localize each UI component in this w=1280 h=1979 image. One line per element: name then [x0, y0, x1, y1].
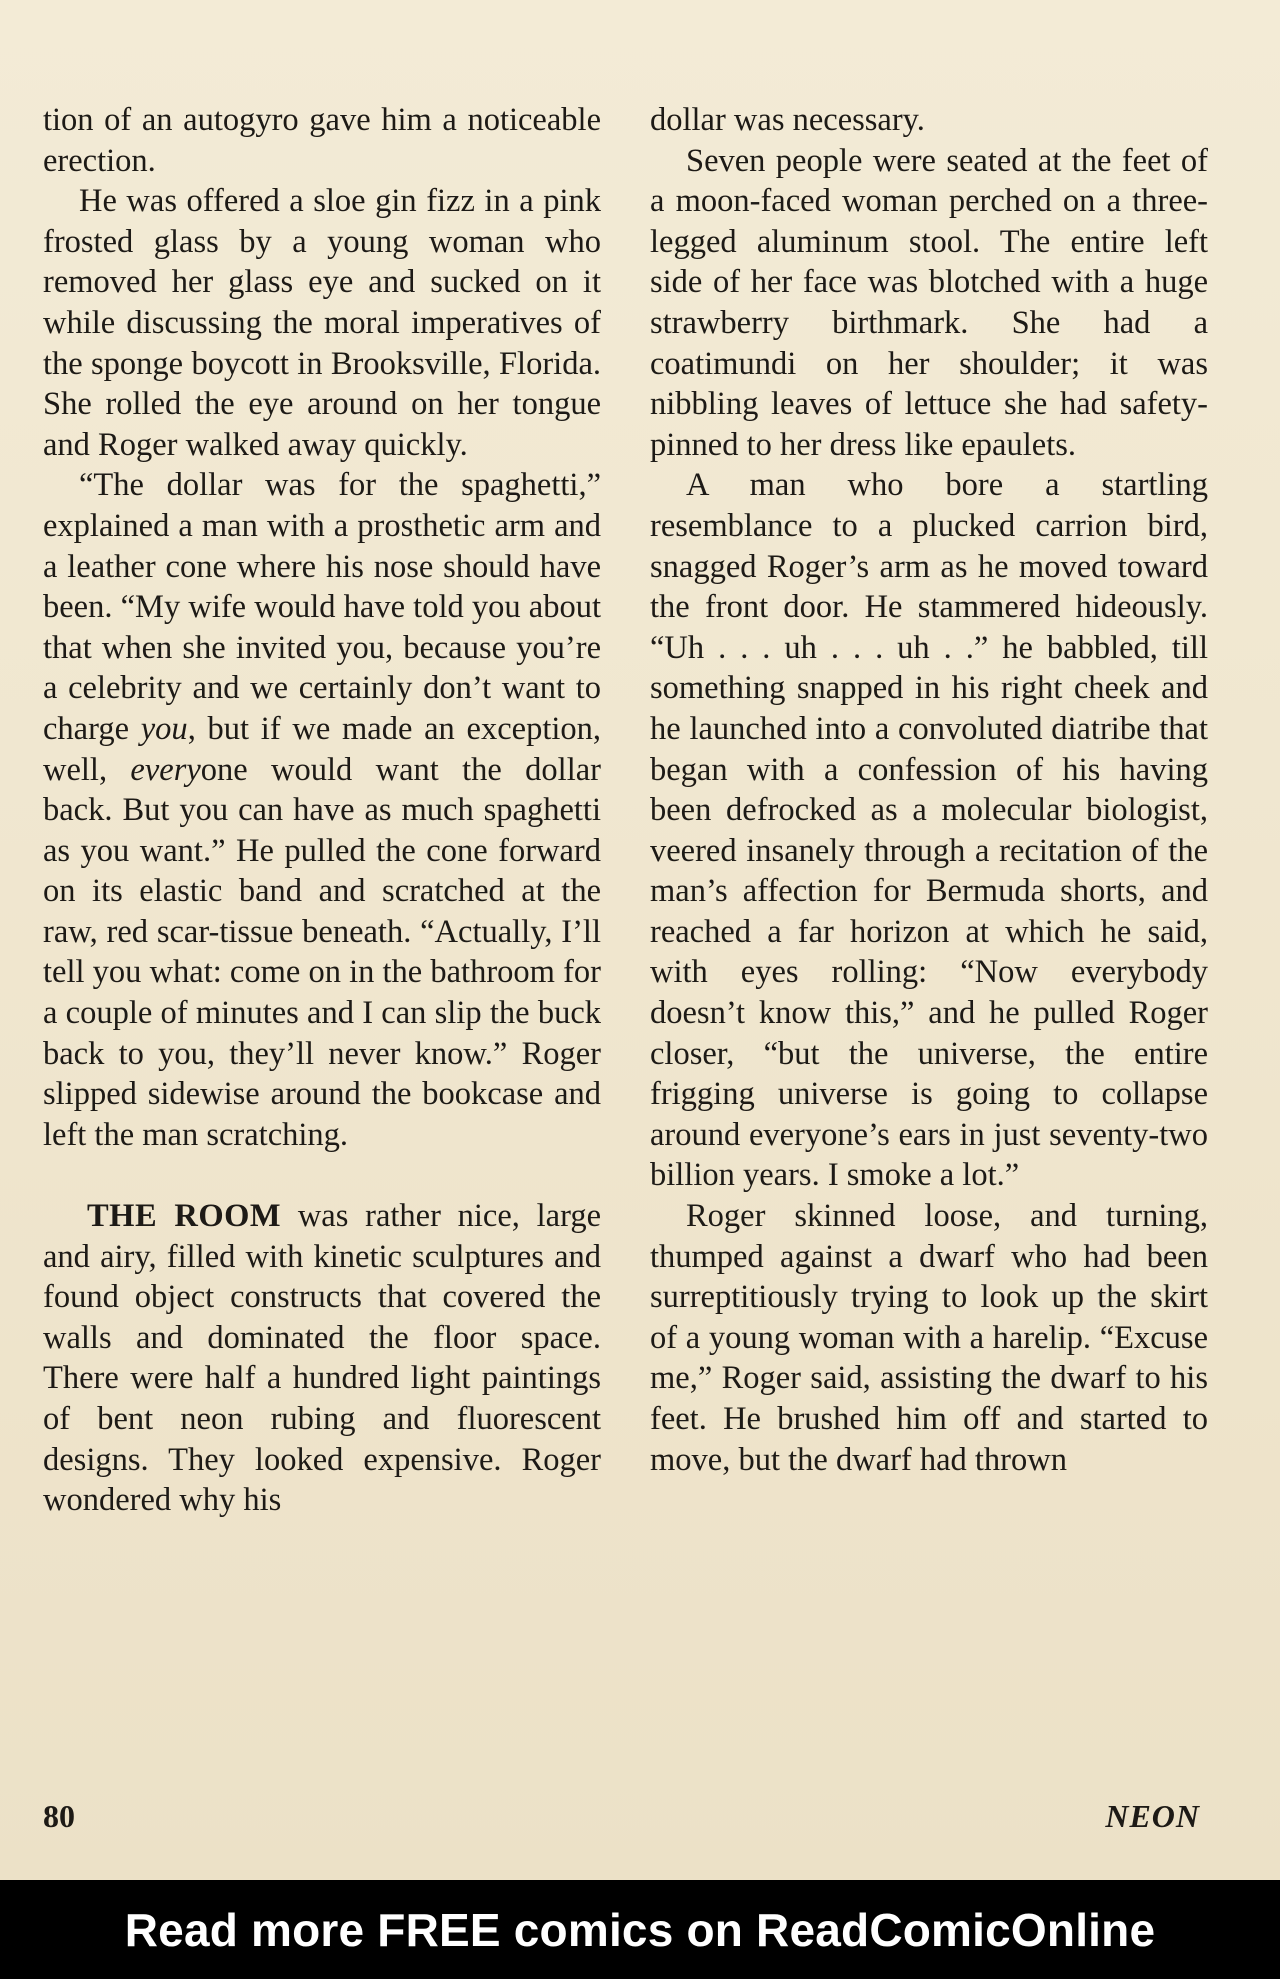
- magazine-name: NEON: [1105, 1798, 1200, 1834]
- paragraph: Seven people were seated at the feet of a moon-faced woman perched on a three-legged aluminum stool. The entire left side of her face was blotched with a huge strawberry birthmark. She had a coatimundi on her shoulder; it was nibbling leaves of lettuce she had safety-pinned to her dress like epaulets.: [650, 142, 1208, 463]
- paragraph: dollar was necessary.: [650, 102, 925, 138]
- promo-banner-text: Read more FREE comics on ReadComicOnline: [124, 1903, 1156, 1956]
- paragraph: [43, 1196, 601, 1521]
- section-heading: THE ROOM: [87, 1198, 282, 1235]
- paragraph: [43, 465, 601, 1155]
- paragraph-text: one would want the dollar back. But you can have as much spaghetti as you want.” He pulled the cone forward on its elastic band and scratched at the raw, red scar-tissue beneath. “Actually, I’ll tell you what: come on in the bathroom for a couple of minutes and I can slip the buck back to you, they’ll never know.” Roger slipped sidewise around the bookcase and left the man scratching.: [43, 751, 601, 1153]
- left-text-column: [43, 100, 601, 1521]
- right-text-column: [650, 100, 1208, 1480]
- page-number: 80: [43, 1798, 75, 1834]
- paragraph-text: “The dollar was for the spaghetti,” explained a man with a prosthetic arm and a leather cone where his nose should have been. “My wife would have told you about that when she invited you, because you’re a celebrity and we certainly don’t want to charge: [43, 467, 601, 747]
- paragraph: A man who bore a startling resemblance to a plucked carrion bird, snagged Roger’s arm as he moved toward the front door. He stammered hideously. “Uh . . . uh . . . uh . .” he babbled, till something snapped in his right cheek and he launched into a convoluted diatribe that began with a confession of his having been defrocked as a molecular biologist, veered insanely through a recitation of the man’s affection for Bermuda shorts, and reached a far horizon at which he said, with eyes rolling: “Now everybody doesn’t know this,” and he pulled Roger closer, “but the universe, the entire frigging universe is going to collapse around everyone’s ears in just seventy-two billion years. I smoke a lot.”: [650, 467, 1208, 1194]
- paragraph-text: , but if we made an exception, well,: [43, 710, 601, 788]
- paragraph-text: was rather nice, large and airy, filled with kinetic sculptures and found object constructs that covered the walls and dominated the floor space. There were half a hundred light paintings of bent neon rubing and fluorescent designs. They looked expensive. Roger wondered why his: [43, 1198, 601, 1519]
- paragraph: Roger skinned loose, and turning, thumped against a dwarf who had been surreptitiously trying to look up the skirt of a young woman with a harelip. “Excuse me,” Roger said, assisting the dwarf to his feet. He brushed him off and started to move, but the dwarf had thrown: [650, 1198, 1208, 1478]
- promo-banner[interactable]: [0, 1880, 1280, 1979]
- paragraph: He was offered a sloe gin fizz in a pink frosted glass by a young woman who removed her glass eye and sucked on it while discussing the moral imperatives of the sponge boycott in Brooksville, Florida. She rolled the eye around on her tongue and Roger walked away quickly.: [43, 183, 601, 463]
- paragraph: tion of an autogyro gave him a noticeable erection.: [43, 102, 601, 179]
- emphasis-text: you: [140, 710, 188, 747]
- emphasis-text: every: [130, 751, 201, 788]
